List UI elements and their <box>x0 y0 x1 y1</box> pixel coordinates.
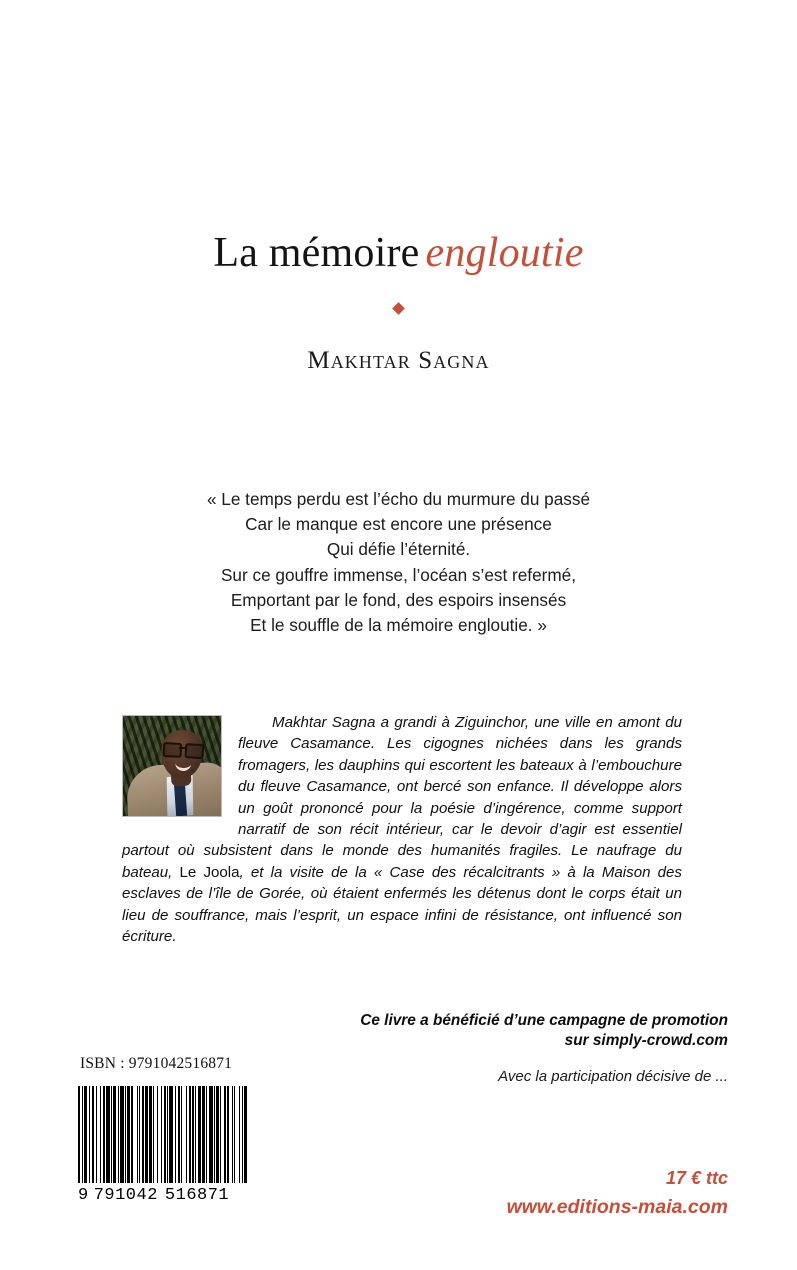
diamond-ornament-icon <box>392 302 405 315</box>
isbn-label: ISBN : 9791042516871 <box>80 1055 233 1072</box>
poem-line: Qui défie l’éternité. <box>326 539 471 560</box>
photo-lens-left <box>163 742 183 758</box>
barcode-lead-digit: 9 <box>78 1185 89 1205</box>
photo-lens-right <box>185 743 205 759</box>
promotion-line-1: Ce livre a bénéficié d’une campagne de promotion <box>360 1012 728 1029</box>
biography-part1: Makhtar Sagna a grandi à Ziguinchor, une ville en amont du fleuve Casamance. Les cigognes nichées dans les grands fromagers, les dauphins qui escortent les bateaux à l’embouchure du fleuve Casamance, ont bercé son enfance. Il développe alors un goût prononcé pour la poésie d’ingérence, comme support narratif de son récit intérieur, car le devoir d’agir est essentiel partout où subsistent dans le monde des humanités fragiles. Le naufrage du bateau, <box>122 714 682 881</box>
isbn-barcode <box>78 1086 248 1206</box>
promotion-block <box>308 1011 728 1087</box>
poem-line: Sur ce gouffre immense, l’océan s’est refermé, <box>220 564 577 585</box>
biography-block <box>122 712 682 947</box>
ornament-row <box>0 300 797 320</box>
poem-line: Car le manque est encore une présence <box>245 514 552 535</box>
author-photo <box>122 715 222 817</box>
glasses-icon <box>162 742 204 756</box>
poem-line: « Le temps perdu est l’écho du murmure du passé <box>206 489 591 509</box>
poem-line: Emportant par le fond, des espoirs insensés <box>230 589 567 610</box>
biography-boat-name: Le Joola <box>179 863 240 881</box>
participation-text: Avec la participation décisive de ... <box>498 1068 728 1085</box>
biography-part2: , et la visite de la « Case des récalcitrants » à la Maison des esclaves de l’île de Gorée, où étaient enfermés les détenus dont le corps était un lieu de souffrance, mais l’esprit, un espace infini de résistance, ont influencé son écriture. <box>122 863 682 946</box>
book-title-main: La mémoire <box>213 230 420 276</box>
title-block <box>0 228 797 278</box>
price-label: 17 € ttc <box>665 1168 728 1188</box>
poem-block <box>98 487 699 638</box>
barcode-digits <box>78 1184 248 1206</box>
photo-tie <box>174 782 187 817</box>
barcode-left-group: 791042 <box>93 1185 158 1205</box>
author-row <box>0 347 797 375</box>
promotion-line-2: sur simply-crowd.com <box>564 1032 728 1049</box>
barcode-right-group: 516871 <box>164 1185 230 1205</box>
barcode-bars <box>78 1086 248 1183</box>
publisher-website[interactable]: www.editions-maia.com <box>506 1196 728 1218</box>
author-name: Makhtar Sagna <box>307 347 490 374</box>
book-title-accent: engloutie <box>425 230 584 276</box>
poem-line: Et le souffle de la mémoire engloutie. » <box>250 615 547 636</box>
book-title <box>0 228 797 278</box>
promotion-text <box>308 1011 728 1051</box>
